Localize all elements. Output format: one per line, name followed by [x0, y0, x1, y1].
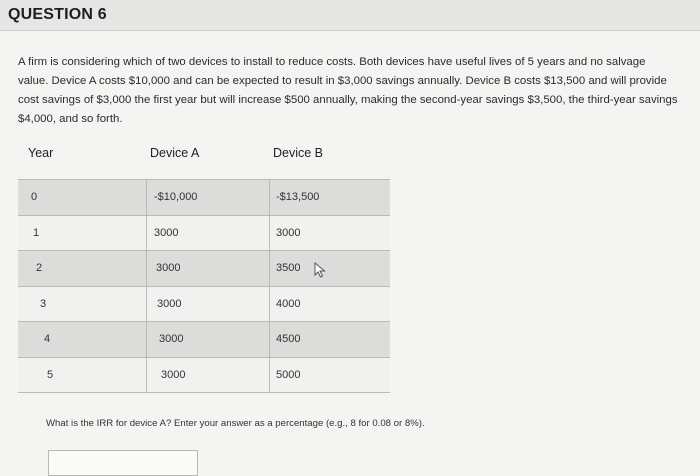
device-a-cell: 3000 [154, 226, 179, 239]
device-b-cell: 5000 [276, 368, 301, 381]
mouse-pointer-icon [313, 262, 327, 278]
question-prompt: A firm is considering which of two devices to install to reduce costs. Both devices have useful lives of 5 years and no salvage value. Device A costs $10,000 and can be expected to result in $3,000 savings annually. Device B costs $13,500 and will provide cost savings of $3,000 the first year but will increase $500 annually, making the second-year savings $3,500, the third-year savings $4,000, and so forth. [18, 56, 678, 125]
year-cell: 1 [33, 226, 40, 239]
device-b-cell: 4500 [276, 333, 301, 346]
question-title: QUESTION 6 [8, 6, 107, 23]
device-b-cell: 3000 [276, 226, 301, 239]
table-row [18, 251, 390, 287]
device-a-cell: 3000 [161, 368, 186, 381]
table-row [18, 179, 390, 216]
year-cell: 5 [47, 368, 54, 381]
year-cell: 2 [36, 262, 43, 275]
year-cell: 3 [40, 297, 47, 310]
table-row [18, 358, 390, 394]
column-header-device-b: Device B [273, 146, 324, 160]
table-row [18, 287, 390, 323]
device-a-cell: 3000 [157, 297, 182, 310]
cash-flow-table [18, 179, 390, 393]
device-b-cell: 4000 [276, 297, 301, 310]
column-header-device-a: Device A [150, 146, 200, 160]
device-a-cell: 3000 [159, 333, 184, 346]
year-cell: 0 [31, 191, 38, 204]
year-cell: 4 [44, 333, 51, 346]
device-b-cell: 3500 [276, 262, 301, 275]
irr-question-text: What is the IRR for device A? Enter your answer as a percentage (e.g., 8 for 0.08 or 8%). [46, 418, 425, 429]
device-a-cell: -$10,000 [154, 191, 198, 204]
question-header [0, 0, 700, 31]
device-b-cell: -$13,500 [276, 191, 320, 204]
device-a-cell: 3000 [156, 262, 181, 275]
column-header-year: Year [28, 146, 54, 160]
table-row [18, 322, 390, 358]
irr-answer-input[interactable] [48, 450, 198, 476]
table-row [18, 216, 390, 252]
